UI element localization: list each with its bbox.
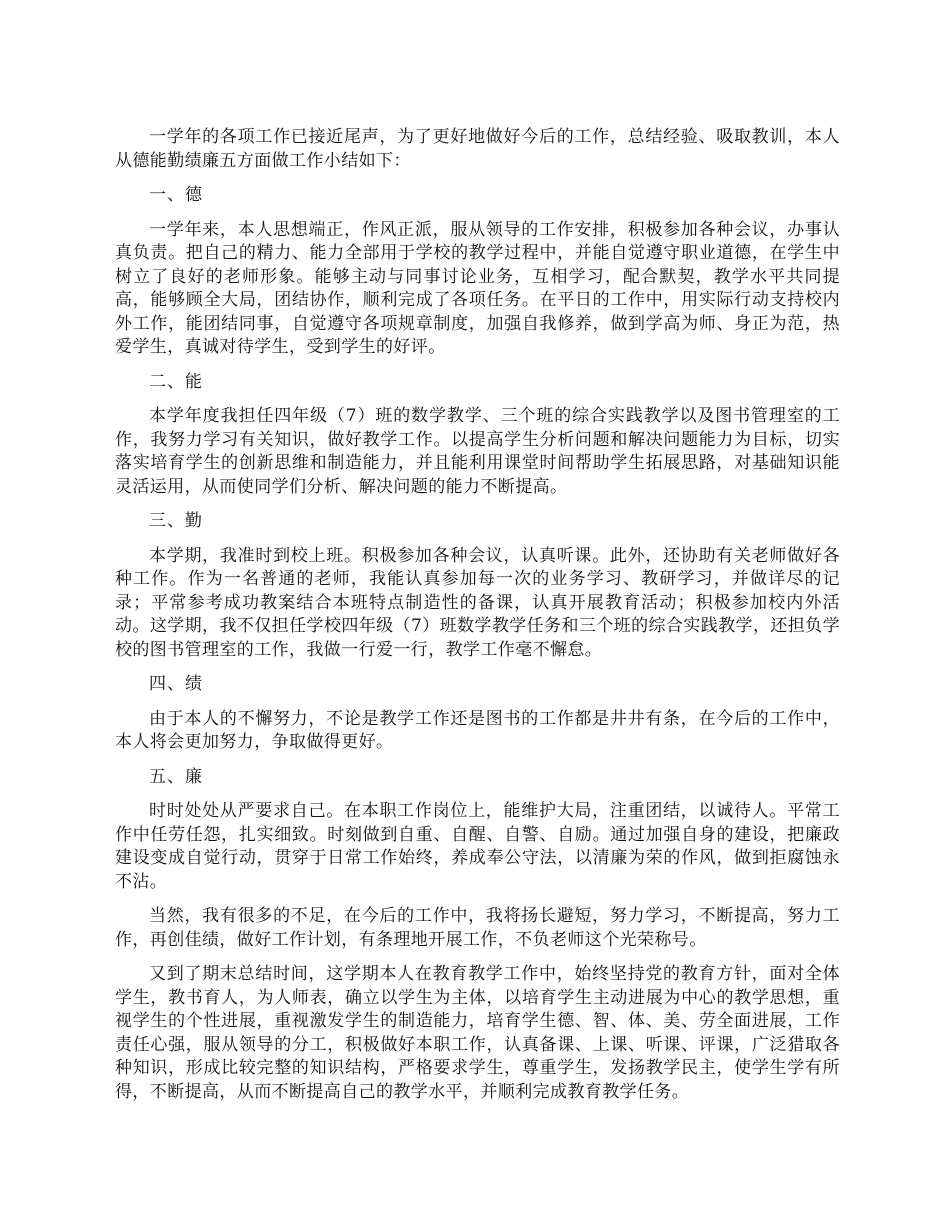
section-lian-paragraph: 时时处处从严要求自己。在本职工作岗位上，能维护大局，注重团结，以诚待人。平常工作中任劳任怨，扎实细致。时刻做到自重、自醒、自警、自励。通过加强自身的建设，把廉政建设变成自觉行动，贯穿于日常工作始终，养成奉公守法，以清廉为荣的作风，做到拒腐蚀永不沾。 [115,801,840,892]
section-neng-paragraph: 本学年度我担任四年级（7）班的数学教学、三个班的综合实践教学以及图书管理室的工作，我努力学习有关知识，做好教学工作。以提高学生分析问题和解决问题能力为目标，切实落实培育学生的创新思维和制造能力，并且能利用课堂时间帮助学生拓展思路，对基础知识能灵活运用，从而使同学们分析、解决问题的能力不断提高。 [115,406,840,497]
section-heading-de: 一、德 [149,185,203,205]
section-ji-paragraph: 由于本人的不懈努力，不论是教学工作还是图书的工作都是井井有条，在今后的工作中，本人将会更加努力，争取做得更好。 [115,708,840,752]
section-heading-neng: 二、能 [149,371,203,392]
conclusion-paragraph: 当然，我有很多的不足，在今后的工作中，我将扬长避短，努力学习，不断提高，努力工作，再创佳绩，做好工作计划，有条理地开展工作，不负老师这个光荣称号。 [115,906,840,950]
section-heading-ji: 四、绩 [149,674,203,694]
section-heading-qin: 三、勤 [149,511,203,531]
document-page [115,126,840,1115]
term-summary-paragraph: 又到了期末总结时间，这学期本人在教育教学工作中，始终坚持党的教育方针，面对全体学生，教书育人，为人师表，确立以学生为主体，以培育学生主动进展为中心的教学思想，重视学生的个性进展，重视激发学生的制造能力，培育学生德、智、体、美、劳全面进展，工作责任心强，服从领导的分工，积极做好本职工作，认真备课、上课、听课、评课，广泛猎取各种知识，形成比较完整的知识结构，严格要求学生，尊重学生，发扬教学民主，使学生学有所得，不断提高，从而不断提高自己的教学水平，并顺利完成教育教学任务。 [115,964,840,1102]
intro-paragraph: 一学年的各项工作已接近尾声，为了更好地做好今后的工作，总结经验、吸取教训，本人从德能勤绩廉五方面做工作小结如下： [115,127,840,171]
section-de-paragraph: 一学年来，本人思想端正，作风正派，服从领导的工作安排，积极参加各种会议，办事认真负责。把自己的精力、能力全部用于学校的教学过程中，并能自觉遵守职业道德，在学生中树立了良好的老师形象。能够主动与同事讨论业务，互相学习，配合默契，教学水平共同提高，能够顾全大局，团结协作，顺利完成了各项任务。在平日的工作中，用实际行动支持校内外工作，能团结同事，自觉遵守各项规章制度，加强自我修养，做到学高为师、身正为范，热爱学生，真诚对待学生，受到学生的好评。 [115,219,840,357]
section-qin-paragraph: 本学期，我准时到校上班。积极参加各种会议，认真听课。此外，还协助有关老师做好各种工作。作为一名普通的老师，我能认真参加每一次的业务学习、教研学习，并做详尽的记录；平常参考成功教案结合本班特点制造性的备课，认真开展教育活动；积极参加校内外活动。这学期，我不仅担任学校四年级（7）班数学教学任务和三个班的综合实践教学，还担负学校的图书管理室的工作，我做一行爱一行，教学工作毫不懈怠。 [115,545,840,660]
section-heading-lian: 五、廉 [149,766,203,787]
